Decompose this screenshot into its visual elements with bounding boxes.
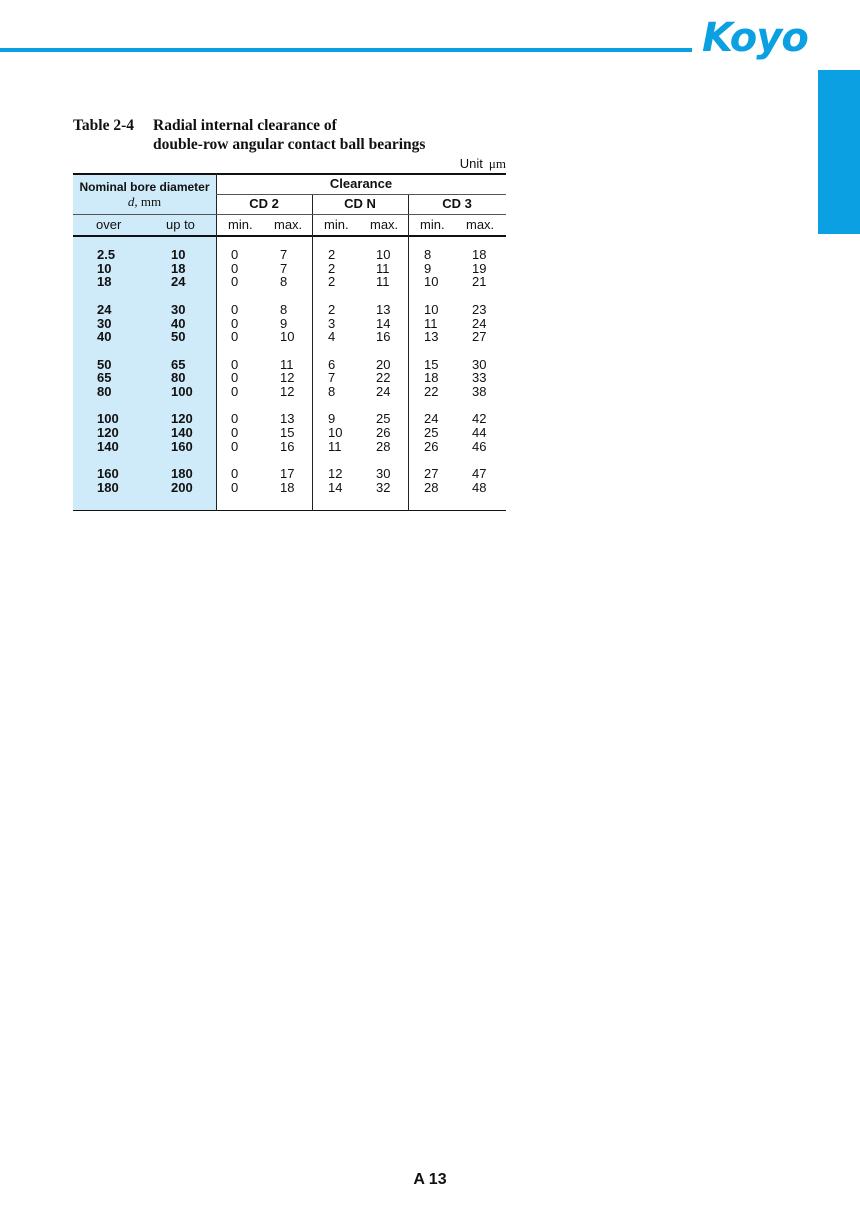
cd3-max-cell: 46: [472, 438, 487, 454]
clearance-table: [73, 173, 506, 511]
cd2-min-cell: 0: [231, 466, 239, 482]
cd2-min-cell: 0: [231, 411, 239, 427]
bore-upto-cell: 120: [171, 411, 193, 427]
cd3-min-cell: 9: [424, 260, 432, 276]
cd2-min-cell: 0: [231, 356, 239, 372]
min-header: min.: [324, 217, 349, 232]
cdn-min-cell: 2: [328, 260, 336, 276]
cd2-max-cell: 13: [280, 411, 295, 427]
table-title-line1: Radial internal clearance of: [153, 117, 337, 134]
cdn-max-cell: 11: [376, 260, 390, 276]
clearance-header: Clearance: [329, 176, 393, 191]
bore-over-cell: 120: [97, 425, 119, 441]
koyo-logo: Koyo: [702, 15, 808, 61]
cd2-max-cell: 11: [280, 356, 294, 372]
cd3-max-cell: 33: [472, 370, 487, 386]
cd3-max-cell: 30: [472, 356, 487, 372]
group-cdn: CD N: [344, 196, 376, 211]
max-header: max.: [466, 217, 495, 232]
cd2-min-cell: 0: [231, 315, 239, 331]
cdn-min-cell: 6: [328, 356, 336, 372]
bore-over-cell: 65: [97, 370, 112, 386]
bore-over-cell: 160: [97, 466, 119, 482]
cd3-min-cell: 24: [424, 411, 439, 427]
cdn-min-cell: 2: [328, 301, 336, 317]
header-subrule: [73, 214, 506, 215]
cd3-max-cell: 38: [472, 384, 487, 399]
cd3-max-cell: 27: [472, 329, 487, 345]
table-bottom-rule: [73, 510, 506, 512]
cdn-min-cell: 10: [328, 425, 343, 441]
cd2-max-cell: 16: [280, 438, 295, 454]
cdn-max-cell: 14: [376, 315, 391, 331]
group-cd2: CD 2: [249, 196, 279, 211]
table-caption: [73, 116, 425, 154]
cdn-max-cell: 32: [376, 479, 391, 495]
cd2-min-cell: 0: [231, 370, 239, 386]
cdn-min-cell: 11: [328, 438, 342, 454]
bore-upto-cell: 24: [171, 274, 186, 290]
cdn-min-cell: 7: [328, 370, 336, 386]
bore-over-cell: 24: [97, 301, 112, 317]
bore-over-cell: 80: [97, 384, 112, 399]
bore-over-cell: 100: [97, 411, 119, 427]
bore-over-cell: 18: [97, 274, 112, 290]
max-header: max.: [274, 217, 303, 232]
cdn-min-cell: 8: [328, 384, 336, 399]
bore-over-cell: 180: [97, 479, 119, 495]
cdn-min-cell: 4: [328, 329, 336, 345]
cd3-max-cell: 21: [472, 274, 487, 290]
cdn-max-cell: 22: [376, 370, 391, 386]
cd3-min-cell: 28: [424, 479, 439, 495]
bore-upto-cell: 180: [171, 466, 193, 482]
cd3-max-cell: 47: [472, 466, 487, 482]
cd2-max-cell: 7: [280, 247, 288, 262]
table-number: Table 2-4: [73, 117, 135, 134]
cdn-max-cell: 24: [376, 384, 391, 399]
cdn-min-cell: 12: [328, 466, 343, 482]
bore-upto-cell: 160: [171, 438, 193, 454]
cd2-max-cell: 10: [280, 329, 295, 345]
table-top-rule: [73, 173, 506, 175]
bore-over-cell: 10: [97, 260, 112, 276]
table-title-line2: double-row angular contact ball bearings: [153, 136, 426, 153]
upto-header: up to: [166, 217, 195, 232]
section-tab: [818, 70, 860, 234]
cd3-min-cell: 10: [424, 301, 439, 317]
cd2-min-cell: 0: [231, 384, 239, 399]
col-separator: [312, 194, 313, 511]
cd3-max-cell: 24: [472, 315, 487, 331]
cd3-min-cell: 11: [424, 315, 438, 331]
cdn-max-cell: 26: [376, 425, 391, 441]
cdn-max-cell: 16: [376, 329, 391, 345]
bore-upto-cell: 100: [171, 384, 193, 399]
cdn-min-cell: 2: [328, 274, 336, 290]
cdn-min-cell: 2: [328, 247, 336, 262]
cdn-max-cell: 13: [376, 301, 391, 317]
cdn-min-cell: 14: [328, 479, 343, 495]
cd3-min-cell: 18: [424, 370, 439, 386]
bore-over-cell: 140: [97, 438, 119, 454]
cd2-max-cell: 7: [280, 260, 288, 276]
bore-symbol: d: [127, 194, 135, 209]
cdn-max-cell: 25: [376, 411, 391, 427]
cd2-max-cell: 9: [280, 315, 288, 331]
cd3-max-cell: 19: [472, 260, 487, 276]
bore-upto-cell: 140: [171, 425, 193, 441]
min-header: min.: [228, 217, 253, 232]
cdn-max-cell: 11: [376, 274, 390, 290]
bore-over-cell: 40: [97, 329, 112, 345]
group-cd3: CD 3: [442, 196, 472, 211]
cd3-min-cell: 8: [424, 247, 432, 262]
bore-over-cell: 2.5: [97, 247, 116, 262]
col-separator: [216, 173, 217, 511]
cd3-min-cell: 15: [424, 356, 439, 372]
unit-label: [420, 156, 506, 172]
cd2-min-cell: 0: [231, 329, 239, 345]
header-subrule: [216, 194, 506, 195]
cd3-min-cell: 25: [424, 425, 439, 441]
cd3-min-cell: 27: [424, 466, 439, 482]
cd2-min-cell: 0: [231, 479, 239, 495]
cd3-min-cell: 13: [424, 329, 439, 345]
cdn-max-cell: 10: [376, 247, 391, 262]
cdn-max-cell: 28: [376, 438, 391, 454]
cd2-min-cell: 0: [231, 260, 239, 276]
max-header: max.: [370, 217, 399, 232]
cdn-min-cell: 3: [328, 315, 336, 331]
cd2-min-cell: 0: [231, 438, 239, 454]
cd2-max-cell: 15: [280, 425, 295, 441]
cd3-max-cell: 48: [472, 479, 487, 495]
unit-text: Unit: [459, 156, 483, 171]
cd3-min-cell: 26: [424, 438, 439, 454]
cd2-max-cell: 8: [280, 274, 288, 290]
min-header: min.: [420, 217, 445, 232]
cd2-max-cell: 18: [280, 479, 295, 495]
cd2-max-cell: 8: [280, 301, 288, 317]
bore-upto-cell: 10: [171, 247, 186, 262]
bore-upto-cell: 80: [171, 370, 186, 386]
cd3-max-cell: 23: [472, 301, 487, 317]
bore-upto-cell: 30: [171, 301, 186, 317]
bore-header: Nominal bore diameter: [79, 180, 210, 194]
cd3-max-cell: 44: [472, 425, 487, 441]
cdn-max-cell: 30: [376, 466, 391, 482]
bore-upto-cell: 65: [171, 356, 186, 372]
bore-over-cell: 30: [97, 315, 112, 331]
cd3-max-cell: 18: [472, 247, 487, 262]
bore-upto-cell: 200: [171, 479, 193, 495]
bore-upto-cell: 40: [171, 315, 186, 331]
cd2-min-cell: 0: [231, 247, 239, 262]
bore-over-cell: 50: [97, 356, 112, 372]
header-rule: [0, 48, 692, 52]
cdn-min-cell: 9: [328, 411, 336, 427]
bore-unit: , mm: [134, 194, 162, 209]
cdn-max-cell: 20: [376, 356, 391, 372]
cd2-min-cell: 0: [231, 425, 239, 441]
page-number: A 13: [413, 1171, 447, 1188]
cd3-min-cell: 22: [424, 384, 439, 399]
cd2-min-cell: 0: [231, 301, 239, 317]
col-separator: [408, 194, 409, 511]
cd2-max-cell: 17: [280, 466, 295, 482]
cd3-max-cell: 42: [472, 411, 487, 427]
cd3-min-cell: 10: [424, 274, 439, 290]
cd2-max-cell: 12: [280, 370, 295, 386]
table-header-rule: [73, 235, 506, 237]
over-header: over: [96, 217, 122, 232]
unit-symbol: μm: [488, 156, 506, 171]
bore-symbol-header: [73, 195, 216, 209]
cd2-min-cell: 0: [231, 274, 239, 290]
bore-upto-cell: 18: [171, 260, 186, 276]
bore-upto-cell: 50: [171, 329, 186, 345]
cd2-max-cell: 12: [280, 384, 295, 399]
